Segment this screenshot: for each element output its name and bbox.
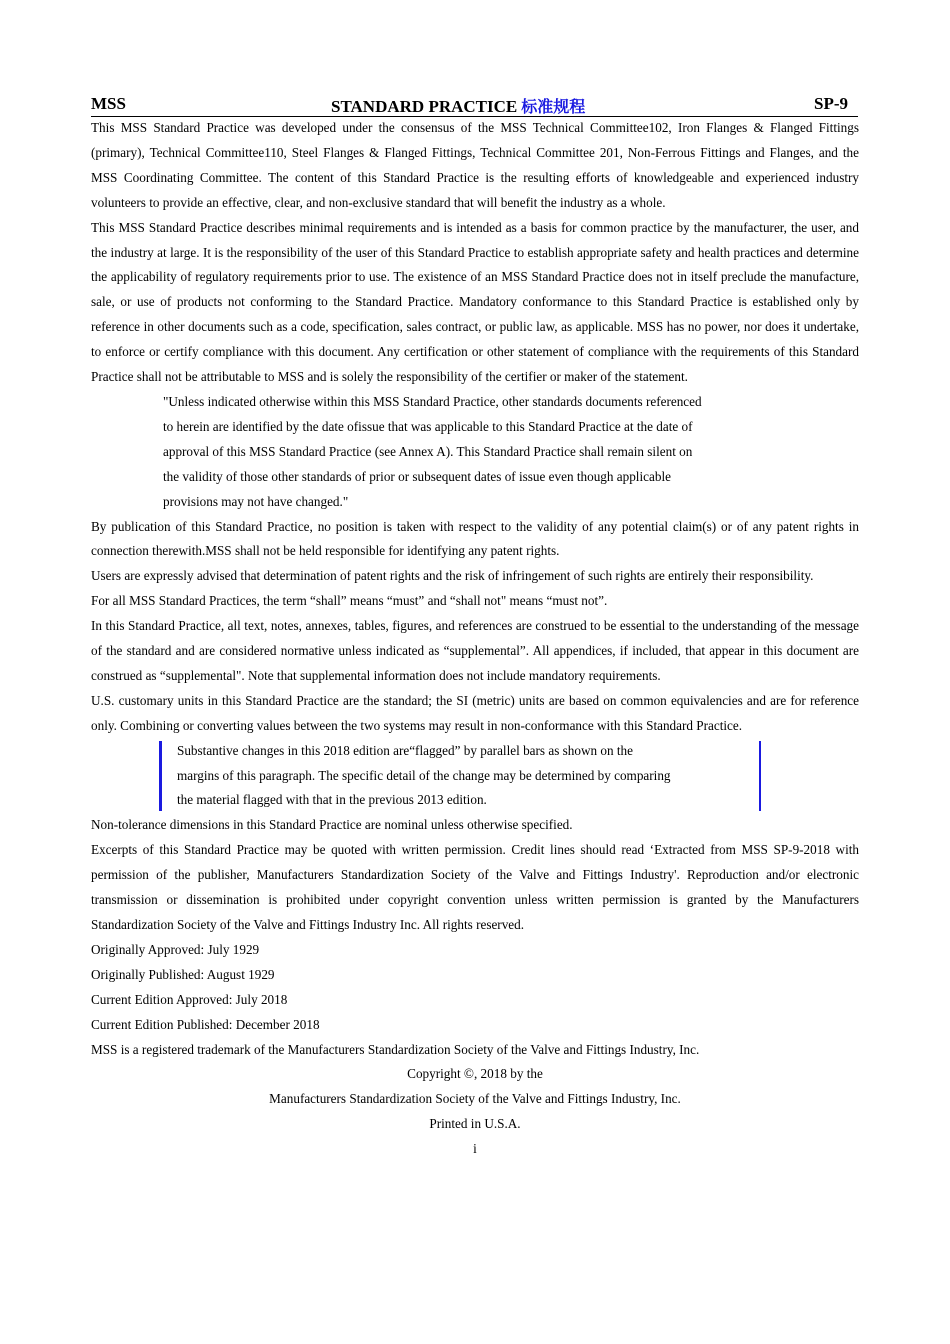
document-body	[91, 116, 859, 1162]
quote-line: approval of this MSS Standard Practice (see Annex A). This Standard Practice shall remain silent on	[163, 443, 693, 459]
originally-published: Originally Published: August 1929	[91, 966, 275, 982]
quote-line: to herein are identified by the date ofissue that was applicable to this Standard Practice at the date of	[163, 418, 693, 434]
copyright-line: Copyright ©, 2018 by the	[407, 1066, 543, 1082]
header-title	[331, 94, 585, 117]
quote-line: the validity of those other standards of prior or subsequent dates of issue even though applicable	[163, 468, 671, 484]
originally-approved: Originally Approved: July 1929	[91, 941, 260, 957]
shall-paragraph: For all MSS Standard Practices, the term “shall” means “must” and “shall not" means “must not”.	[91, 593, 608, 609]
excerpts-paragraph: Excerpts of this Standard Practice may be quoted with written permission. Credit lines should read ‘Extracted from MSS SP-9-2018 with permission of the publisher, Manufacturers Standardization Society of the Valve and Fittings Industry'. Reproduction and/or electronic transmission or dissemination is prohibited under copyright convention unless written permission is granted by the Manufacturers Standardization Society of the Valve and Fittings Industry Inc. All rights reserved.	[91, 842, 859, 932]
page-number: i	[473, 1141, 477, 1157]
printed-line: Printed in U.S.A.	[429, 1116, 521, 1132]
current-published: Current Edition Published: December 2018	[91, 1016, 320, 1032]
header-title-cn: 标准规程	[521, 97, 586, 116]
flagged-block	[159, 739, 761, 814]
quote-block	[91, 390, 859, 515]
copyright-org: Manufacturers Standardization Society of the Valve and Fittings Industry, Inc.	[269, 1091, 681, 1107]
page-header	[91, 92, 858, 117]
units-paragraph: U.S. customary units in this Standard Practice are the standard; the SI (metric) units are based on common equivalencies and are for reference only. Combining or converting values between the two systems may result in non-conformance with this Standard Practice.	[91, 692, 859, 733]
quote-line: provisions may not have changed."	[163, 493, 349, 509]
trademark-line: MSS is a registered trademark of the Manufacturers Standardization Society of the Valve and Fittings Industry, Inc.	[91, 1041, 700, 1057]
quote-line: "Unless indicated otherwise within this MSS Standard Practice, other standards documents referenced	[163, 393, 702, 409]
current-approved: Current Edition Approved: July 2018	[91, 991, 288, 1007]
tolerance-paragraph: Non-tolerance dimensions in this Standard Practice are nominal unless otherwise specified.	[91, 817, 573, 833]
users-paragraph: Users are expressly advised that determination of patent rights and the risk of infringement of such rights are entirely their responsibility.	[91, 568, 814, 584]
header-doc-id: SP-9	[814, 94, 848, 113]
header-org: MSS	[91, 94, 126, 113]
patent-paragraph: By publication of this Standard Practice, no position is taken with respect to the validity of any potential claim(s) or of any patent rights in connection therewith.MSS shall not be held responsible for identifying any patent rights.	[91, 518, 859, 559]
header-title-en: STANDARD PRACTICE	[331, 97, 518, 116]
normative-paragraph: In this Standard Practice, all text, notes, annexes, tables, figures, and references are construed to be essential to the understanding of the message of the standard and are considered normative unless indicated as “supplemental”. All appendices, if included, that appear in this document are construed as “supplemental". Note that supplemental information does not include mandatory requirements.	[91, 618, 859, 683]
scope-paragraph: This MSS Standard Practice describes minimal requirements and is intended as a basis for common practice by the manufacturer, the user, and the industry at large. It is the responsibility of the user of this Standard Practice to establish appropriate safety and health practices and determine the applicability of regulatory requirements prior to use. The existence of an MSS Standard Practice does not in itself preclude the manufacture, sale, or use of products not conforming to the Standard Practice. Mandatory conformance to this Standard Practice is established only by reference in other documents such as a code, specification, sales contract, or public law, as applicable. MSS has no power, nor does it undertake, to enforce or certify compliance with this document. Any certification or other statement of compliance with the requirements of this Standard Practice shall not be attributable to MSS and is solely the responsibility of the certifier or maker of the statement.	[91, 219, 859, 385]
flagged-line: margins of this paragraph. The specific detail of the change may be determined by comparing	[177, 767, 671, 783]
flagged-line: Substantive changes in this 2018 edition are“flagged” by parallel bars as shown on the	[177, 742, 633, 758]
intro-paragraph: This MSS Standard Practice was developed under the consensus of the MSS Technical Committee102, Iron Flanges & Flanged Fittings (primary), Technical Committee110, Steel Flanges & Flanged Fittings, Technical Committee 201, Non-Ferrous Fittings and Flanges, and the MSS Coordinating Committee. The content of this Standard Practice is the resulting efforts of knowledgeable and experienced industry volunteers to provide an effective, clear, and non-exclusive standard that will benefit the industry as a whole.	[91, 120, 859, 210]
flagged-line: the material flagged with that in the previous 2013 edition.	[177, 792, 487, 808]
